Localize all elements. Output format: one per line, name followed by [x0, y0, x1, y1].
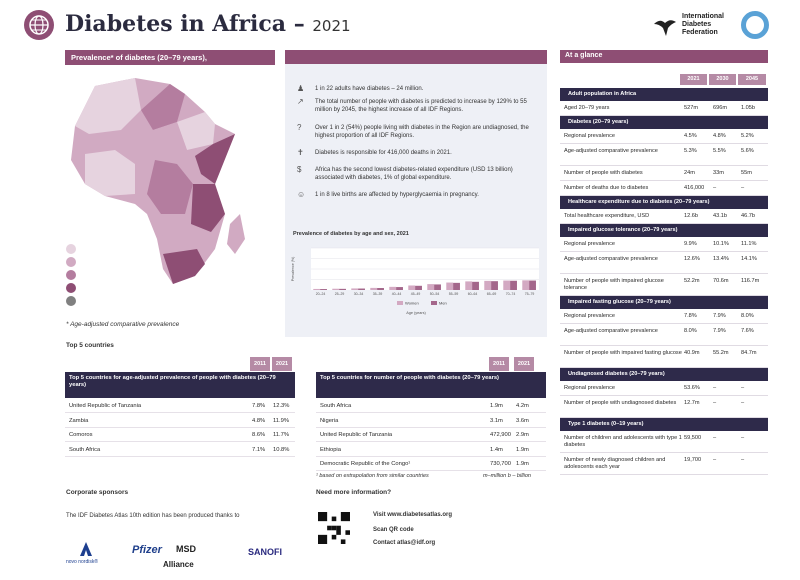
glance-row-label: Regional prevalence — [564, 385, 615, 391]
glance-section-row — [560, 88, 768, 101]
glance-row-label: Number of people with impaired fasting glucose — [564, 350, 682, 356]
glance-value-2045: 7.6% — [741, 328, 754, 334]
chart-tick-label: 60–64 — [467, 292, 478, 296]
bar-men — [320, 289, 327, 290]
chart-tick-label: 55–59 — [448, 292, 459, 296]
bar-men — [396, 287, 403, 290]
chart-tick-label: 35–39 — [372, 292, 383, 296]
table-row — [65, 443, 295, 457]
globe-icon — [24, 10, 54, 40]
glance-data-row — [560, 101, 768, 116]
glance-row-label: Healthcare expenditure due to diabetes (20–79 years) — [568, 199, 710, 205]
glance-value-2045: – — [741, 385, 745, 391]
right-year-2021: 2021 — [514, 357, 534, 371]
glance-row-label: Age-adjusted comparative prevalence — [564, 148, 658, 154]
legend-label-men: Men — [439, 300, 447, 306]
info-heading: Need more information? — [316, 489, 392, 496]
glance-data-row — [560, 381, 768, 396]
bar-men — [491, 281, 498, 290]
title-year: 2021 — [312, 17, 351, 35]
extrapolation-note: ¹ based on extrapolation from similar countries — [316, 473, 429, 479]
left-table-title: Top 5 countries for age-adjusted prevalence of people with diabetes (20–79 years) — [65, 372, 295, 398]
chart-tick-label: 20–24 — [315, 292, 326, 296]
glance-value-2045: – — [741, 185, 745, 191]
table-row — [316, 457, 546, 471]
africa-map — [65, 64, 275, 314]
fact-text: Over 1 in 2 (54%) people living with diabetes in the Region are undiagnosed, the highest proportion of all IDF Regions. — [315, 125, 529, 139]
people-icon: ♟ — [297, 84, 305, 93]
chart-tick-label: 65–69 — [486, 292, 497, 296]
glance-row-label: Regional prevalence — [564, 241, 615, 247]
table-row — [316, 399, 546, 413]
value-2011: 8.6% — [252, 432, 266, 438]
glance-row-label: Diabetes (20–79 years) — [568, 119, 629, 125]
glance-row-label: Number of people with diabetes — [564, 170, 643, 176]
glance-value-2021: 7.8% — [684, 313, 697, 319]
value-2021: 10.8% — [273, 446, 290, 453]
glance-value-2030: 43.1b — [713, 213, 727, 219]
glance-data-row — [560, 166, 768, 181]
idf-logo — [652, 12, 730, 42]
glance-value-2045: 5.6% — [741, 148, 754, 154]
fact-text: Africa has the second lowest diabetes-related expenditure (USD 13 billion) associated with diabetes, 1% of global expenditure. — [315, 167, 513, 181]
legend-dot-1 — [66, 244, 76, 254]
idf-logo-text: International Diabetes Federation — [682, 13, 725, 36]
bar-men — [529, 281, 536, 290]
value-2021: 1.9m — [516, 446, 529, 453]
glance-value-2045: 5.2% — [741, 133, 754, 139]
value-2021: 12.3% — [273, 403, 290, 409]
value-2011: 472,900 — [490, 432, 511, 438]
value-2011: 3.1m — [490, 417, 503, 424]
fact-text: 1 in 22 adults have diabetes – 24 million. — [315, 86, 424, 92]
glance-value-2030: 55.2m — [713, 350, 729, 356]
glance-value-2045: 55m — [741, 170, 752, 176]
legend-dot-5 — [66, 296, 76, 306]
value-2011: 730,700 — [490, 461, 511, 467]
bar-women — [446, 283, 453, 290]
glance-table — [560, 88, 768, 475]
right-year-2011: 2011 — [489, 357, 509, 371]
table-row — [65, 414, 295, 428]
legend-label-women: Women — [405, 300, 419, 306]
novo-nordisk-text: novo nordisk® — [66, 559, 99, 565]
legend-dot-4 — [66, 283, 76, 293]
chart-tick-label: 25–29 — [334, 292, 345, 296]
right-table-title: Top 5 countries for number of people with diabetes (20–79 years) — [316, 372, 546, 398]
sponsors-heading: Corporate sponsors — [66, 489, 129, 496]
bar-women — [503, 281, 510, 290]
glance-value-2021: 59,500 — [684, 435, 702, 441]
bar-men — [434, 284, 441, 290]
chart-tick-label: 30–34 — [353, 292, 364, 296]
left-year-2021: 2021 — [272, 357, 292, 371]
glance-value-2021: 24m — [684, 170, 695, 176]
glance-value-2030: 7.9% — [713, 313, 726, 319]
country-name: Nigeria — [320, 417, 339, 424]
qr-code[interactable] — [318, 512, 350, 544]
glance-row-label: Total healthcare expenditure, USD — [564, 213, 650, 219]
value-2021: 4.2m — [516, 403, 529, 409]
bar-women — [370, 288, 377, 290]
table-row — [316, 443, 546, 457]
chart-tick-label: 75–79 — [524, 292, 535, 296]
country-name: United Republic of Tanzania — [69, 403, 142, 409]
facts-heading-band — [285, 50, 547, 65]
glance-value-2030: 4.8% — [713, 133, 726, 139]
glance-value-2021: 4.5% — [684, 133, 697, 139]
chart-tick-label: 50–54 — [429, 292, 440, 296]
table-row — [316, 414, 546, 428]
glance-data-row — [560, 309, 768, 324]
legend-dot-3 — [66, 270, 76, 280]
glance-value-2021: 416,000 — [684, 185, 705, 191]
bar-women — [427, 284, 434, 290]
prevalence-bar-chart — [285, 240, 547, 330]
glance-value-2021: 527m — [684, 105, 698, 111]
glance-row-label: Number of newly diagnosed children and adolescents each year — [564, 457, 666, 470]
glance-value-2030: 10.1% — [713, 241, 729, 247]
chart-tick-label: 70–74 — [505, 292, 516, 296]
bar-men — [358, 289, 365, 290]
glance-row-label: Regional prevalence — [564, 313, 615, 319]
bar-women — [484, 281, 491, 290]
glance-row-label: Impaired glucose tolerance (20–79 years) — [568, 227, 678, 233]
glance-data-row — [560, 252, 768, 274]
bar-men — [377, 288, 384, 290]
country-name: Democratic Republic of the Congo¹ — [320, 461, 411, 467]
glance-data-row — [560, 129, 768, 144]
units-note: m–million b – billion — [483, 473, 531, 479]
legend-swatch-men — [431, 301, 437, 305]
glance-value-2045: – — [741, 435, 745, 441]
sanofi-logo: SANOFI — [248, 547, 283, 557]
country-name: United Republic of Tanzania — [320, 432, 393, 438]
pfizer-logo: Pfizer — [132, 544, 162, 556]
value-2021: 3.6m — [516, 417, 529, 424]
value-2021: 2.9m — [516, 432, 529, 438]
value-2021: 11.7% — [273, 432, 290, 438]
glance-value-2021: 53.6% — [684, 385, 700, 391]
glance-value-2045: 14.1% — [741, 256, 757, 262]
country-name: South Africa — [320, 403, 352, 409]
glance-data-row — [560, 274, 768, 296]
glance-value-2045: 116.7m — [741, 278, 760, 284]
glance-data-row — [560, 144, 768, 166]
value-2011: 7.1% — [252, 446, 266, 453]
glance-value-2021: 40.9m — [684, 350, 700, 356]
legend-dot-2 — [66, 257, 76, 267]
glance-row-label: Number of people with undiagnosed diabetes — [564, 400, 677, 406]
novo-nordisk-logo — [66, 541, 110, 569]
glance-section-row — [560, 224, 768, 237]
glance-row-label: Undiagnosed diabetes (20–79 years) — [568, 371, 665, 377]
page-title — [65, 11, 351, 37]
bar-women — [465, 281, 472, 290]
header — [0, 0, 800, 52]
glance-row-label: Age-adjusted comparative prevalence — [564, 256, 658, 262]
glance-value-2030: 5.5% — [713, 148, 726, 154]
bar-men — [415, 286, 422, 290]
bar-men — [453, 283, 460, 290]
undiagnosed-icon: ? — [297, 123, 302, 132]
table-row — [65, 428, 295, 442]
msd-logo: MSD — [176, 544, 196, 554]
glance-row-label: Type 1 diabetes (0–19 years) — [568, 421, 644, 427]
deaths-icon: ✝ — [297, 148, 304, 157]
blue-circle-logo — [741, 11, 769, 39]
glance-value-2021: 52.2m — [684, 278, 700, 284]
glance-value-2021: 12.7m — [684, 400, 700, 406]
contact-email[interactable]: Contact atlas@idf.org — [373, 540, 436, 546]
chart-tick-label: 40–44 — [391, 292, 402, 296]
alliance-text: Alliance — [163, 560, 194, 569]
top5-heading: Top 5 countries — [66, 342, 114, 349]
bar-women — [408, 285, 415, 290]
bar-women — [389, 287, 396, 290]
glance-value-2030: – — [713, 400, 717, 406]
glance-value-2045: 84.7m — [741, 350, 757, 356]
glance-row-label: Number of people with impaired glucose tolerance — [564, 278, 664, 291]
glance-data-row — [560, 346, 768, 368]
country-name: South Africa — [69, 446, 101, 453]
country-name: Zambia — [69, 417, 89, 424]
glance-value-2021: 19,700 — [684, 457, 702, 463]
glance-value-2021: 5.3% — [684, 148, 697, 154]
left-year-2011: 2011 — [250, 357, 270, 371]
glance-value-2030: – — [713, 185, 717, 191]
map-footnote: * Age-adjusted comparative prevalence — [66, 321, 180, 328]
glance-value-2030: 70.6m — [713, 278, 729, 284]
chart-tick-label: 45–49 — [410, 292, 421, 296]
fact-text: The total number of people with diabetes is predicted to increase by 129% to 55 million by 2045, the highest increase of all IDF Regions. — [315, 99, 527, 113]
table-row — [316, 428, 546, 442]
chart-icon: ↗ — [297, 97, 304, 106]
glance-heading: At a glance — [560, 50, 768, 63]
glance-section-row — [560, 368, 768, 381]
glance-value-2021: 12.6b — [684, 213, 698, 219]
glance-value-2021: 9.9% — [684, 241, 697, 247]
sponsors-text: The IDF Diabetes Atlas 10th edition has been produced thanks to — [66, 513, 240, 519]
glance-value-2030: – — [713, 435, 717, 441]
glance-row-label: Age-adjusted comparative prevalence — [564, 328, 658, 334]
glance-value-2021: 12.6% — [684, 256, 700, 262]
country-name: Comoros — [69, 432, 93, 438]
legend-swatch-women — [397, 301, 403, 305]
glance-data-row — [560, 181, 768, 196]
facts-panel — [285, 64, 547, 337]
glance-data-row — [560, 237, 768, 252]
value-2011: 4.8% — [252, 417, 266, 424]
chart-title: Prevalence of diabetes by age and sex, 2021 — [293, 231, 409, 237]
glance-row-label: Regional prevalence — [564, 133, 615, 139]
glance-row-label: Number of children and adolescents with type 1 diabetes — [564, 435, 682, 448]
glance-row-label: Aged 20–79 years — [564, 105, 610, 111]
glance-data-row — [560, 209, 768, 224]
table-row — [65, 399, 295, 413]
chart-x-label: Age (years) — [406, 311, 426, 315]
country-name: Ethiopia — [320, 446, 341, 453]
glance-value-2030: 7.9% — [713, 328, 726, 334]
glance-value-2030: – — [713, 385, 717, 391]
title-dash: – — [293, 11, 305, 37]
glance-value-2030: 33m — [713, 170, 724, 176]
glance-section-row — [560, 196, 768, 209]
glance-data-row — [560, 431, 768, 453]
map-heading: Prevalence* of diabetes (20–79 years), — [65, 50, 275, 65]
glance-value-2021: 8.0% — [684, 328, 697, 334]
title-text: Diabetes in Africa — [65, 11, 287, 37]
bar-men — [510, 281, 517, 290]
glance-value-2045: – — [741, 400, 745, 406]
glance-value-2045: 8.0% — [741, 313, 754, 319]
glance-value-2045: 11.1% — [741, 241, 757, 247]
bar-women — [522, 280, 529, 290]
glance-value-2045: – — [741, 457, 745, 463]
idf-bird-icon — [652, 14, 678, 40]
chart-y-label: Prevalence (%) — [291, 256, 295, 282]
bar-men — [472, 282, 479, 290]
glance-row-label: Adult population in Africa — [568, 91, 637, 97]
value-2011: 1.9m — [490, 403, 503, 409]
bar-women — [313, 289, 320, 290]
visit-link[interactable]: Visit www.diabetesatlas.org — [373, 512, 453, 518]
money-icon: $ — [297, 165, 302, 174]
fact-text: Diabetes is responsible for 416,000 deaths in 2021. — [315, 150, 452, 156]
value-2011: 7.8% — [252, 403, 266, 409]
glance-row-label: Number of deaths due to diabetes — [564, 185, 649, 191]
glance-data-row — [560, 453, 768, 475]
glance-value-2030: 13.4% — [713, 256, 729, 262]
value-2011: 1.4m — [490, 446, 503, 453]
glance-section-row — [560, 296, 768, 309]
fact-text: 1 in 8 live births are affected by hyperglycaemia in pregnancy. — [315, 192, 479, 198]
year-2045: 2045 — [738, 74, 766, 85]
glance-value-2030: – — [713, 457, 717, 463]
glance-section-row — [560, 418, 768, 431]
value-2021: 1.9m — [516, 461, 529, 467]
glance-value-2030: 696m — [713, 105, 727, 111]
value-2021: 11.9% — [273, 417, 290, 424]
scan-qr-text: Scan QR code — [373, 527, 414, 533]
glance-row-label: Impaired fasting glucose (20–79 years) — [568, 299, 671, 305]
glance-value-2045: 46.7b — [741, 213, 755, 219]
glance-data-row — [560, 396, 768, 418]
bar-women — [351, 288, 358, 290]
bar-men — [339, 289, 346, 290]
bar-women — [332, 289, 339, 290]
year-2021: 2021 — [680, 74, 707, 85]
glance-data-row — [560, 324, 768, 346]
glance-value-2045: 1.05b — [741, 105, 755, 111]
year-2030: 2030 — [709, 74, 736, 85]
baby-icon: ☺ — [297, 190, 306, 199]
glance-section-row — [560, 116, 768, 129]
